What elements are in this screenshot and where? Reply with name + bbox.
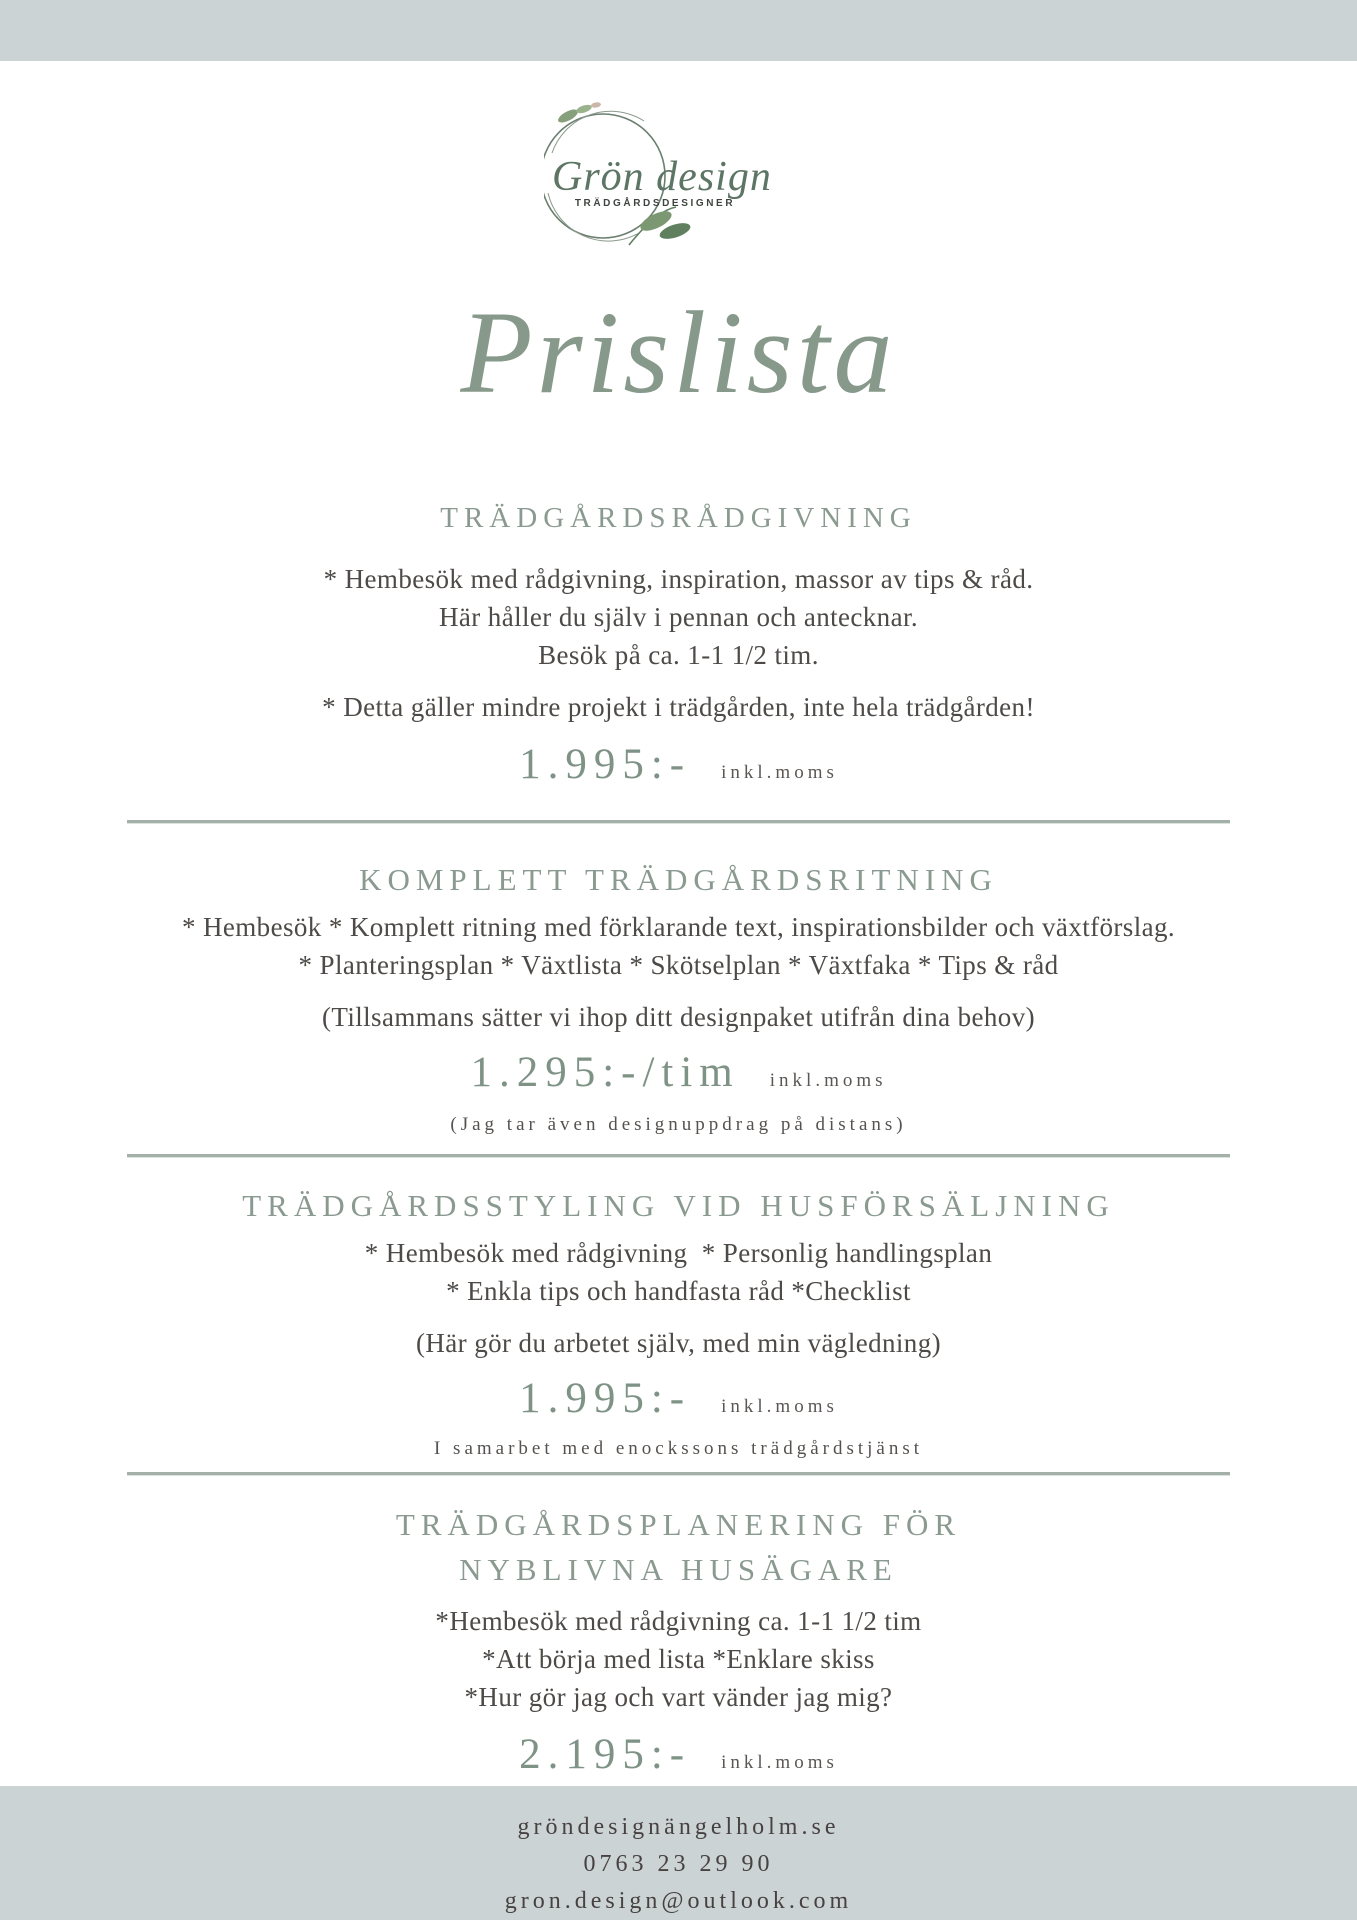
footer-website: gröndesignängelholm.se	[517, 1814, 840, 1840]
section-3-body	[0, 1234, 1357, 1310]
body-line: * Hembesök med rådgivning, inspiration, massor av tips & råd.	[323, 564, 1034, 594]
section-divider	[127, 1154, 1230, 1158]
section-4-body	[0, 1602, 1357, 1716]
section-3-heading: TRÄDGÅRDSSTYLING VID HUSFÖRSÄLJNING	[242, 1188, 1115, 1223]
section-2-body	[0, 908, 1357, 984]
page-title: Prislista	[460, 286, 897, 418]
logo-wreath-icon	[544, 83, 814, 263]
body-line: Här håller du själv i pennan och antecknar.	[438, 602, 919, 632]
heading-line: NYBLIVNA HUSÄGARE	[459, 1552, 898, 1587]
body-line: *Hembesök med rådgivning ca. 1-1 1/2 tim	[435, 1606, 922, 1636]
price-value: 1.295:-/tim	[470, 1049, 740, 1096]
body-line: *Att börja med lista *Enklare skiss	[482, 1644, 875, 1674]
section-1-price-row	[0, 734, 1357, 796]
body-line: * Enkla tips och handfasta råd *Checklist	[446, 1276, 911, 1306]
footer-phone: 0763 23 29 90	[583, 1851, 774, 1877]
price-value: 1.995:-	[519, 1375, 692, 1422]
section-3-note: (Här gör du arbetet själv, med min vägledning)	[416, 1328, 941, 1358]
top-border-band	[0, 0, 1357, 61]
section-divider	[127, 820, 1230, 824]
section-1-heading: TRÄDGÅRDSRÅDGIVNING	[440, 502, 917, 534]
section-3-footnote: I samarbet med enockssons trädgårdstjänst	[433, 1438, 924, 1459]
brand-tagline: TRÄDGÅRDSDESIGNER	[574, 198, 735, 209]
logo	[0, 83, 1357, 263]
body-line: * Hembesök * Komplett ritning med förklarande text, inspirationsbilder och växtförslag.	[181, 912, 1176, 942]
section-2-footnote: (Jag tar även designuppdrag på distans)	[450, 1114, 907, 1135]
section-2-price-row	[0, 1042, 1357, 1104]
section-1-body	[0, 560, 1357, 674]
heading-line: TRÄDGÅRDSPLANERING FÖR	[395, 1507, 962, 1542]
price-value: 2.195:-	[519, 1731, 692, 1778]
section-3-price-row	[0, 1368, 1357, 1430]
section-4-price-row	[0, 1724, 1357, 1786]
price-value: 1.995:-	[519, 741, 692, 788]
vat-label: inkl.moms	[721, 762, 838, 783]
body-line: * Hembesök med rådgivning * Personlig handlingsplan	[364, 1238, 993, 1268]
section-2-note: (Tillsammans sätter vi ihop ditt designpaket utifrån dina behov)	[322, 1002, 1035, 1032]
section-4-heading	[0, 1502, 1357, 1592]
section-divider	[127, 1472, 1230, 1476]
brand-name: Grön design	[551, 154, 772, 200]
vat-label: inkl.moms	[721, 1396, 838, 1417]
vat-label: inkl.moms	[721, 1752, 838, 1773]
section-1-note: * Detta gäller mindre projekt i trädgården, inte hela trädgården!	[322, 692, 1035, 722]
body-line: * Planteringsplan * Växtlista * Skötselplan * Växtfaka * Tips & råd	[298, 950, 1059, 980]
footer-band	[0, 1786, 1357, 1920]
section-2-heading: KOMPLETT TRÄDGÅRDSRITNING	[359, 862, 998, 897]
vat-label: inkl.moms	[769, 1070, 887, 1091]
body-line: Besök på ca. 1-1 1/2 tim.	[538, 640, 819, 670]
body-line: *Hur gör jag och vart vänder jag mig?	[464, 1682, 893, 1712]
footer-email: gron.design@outlook.com	[504, 1888, 853, 1914]
